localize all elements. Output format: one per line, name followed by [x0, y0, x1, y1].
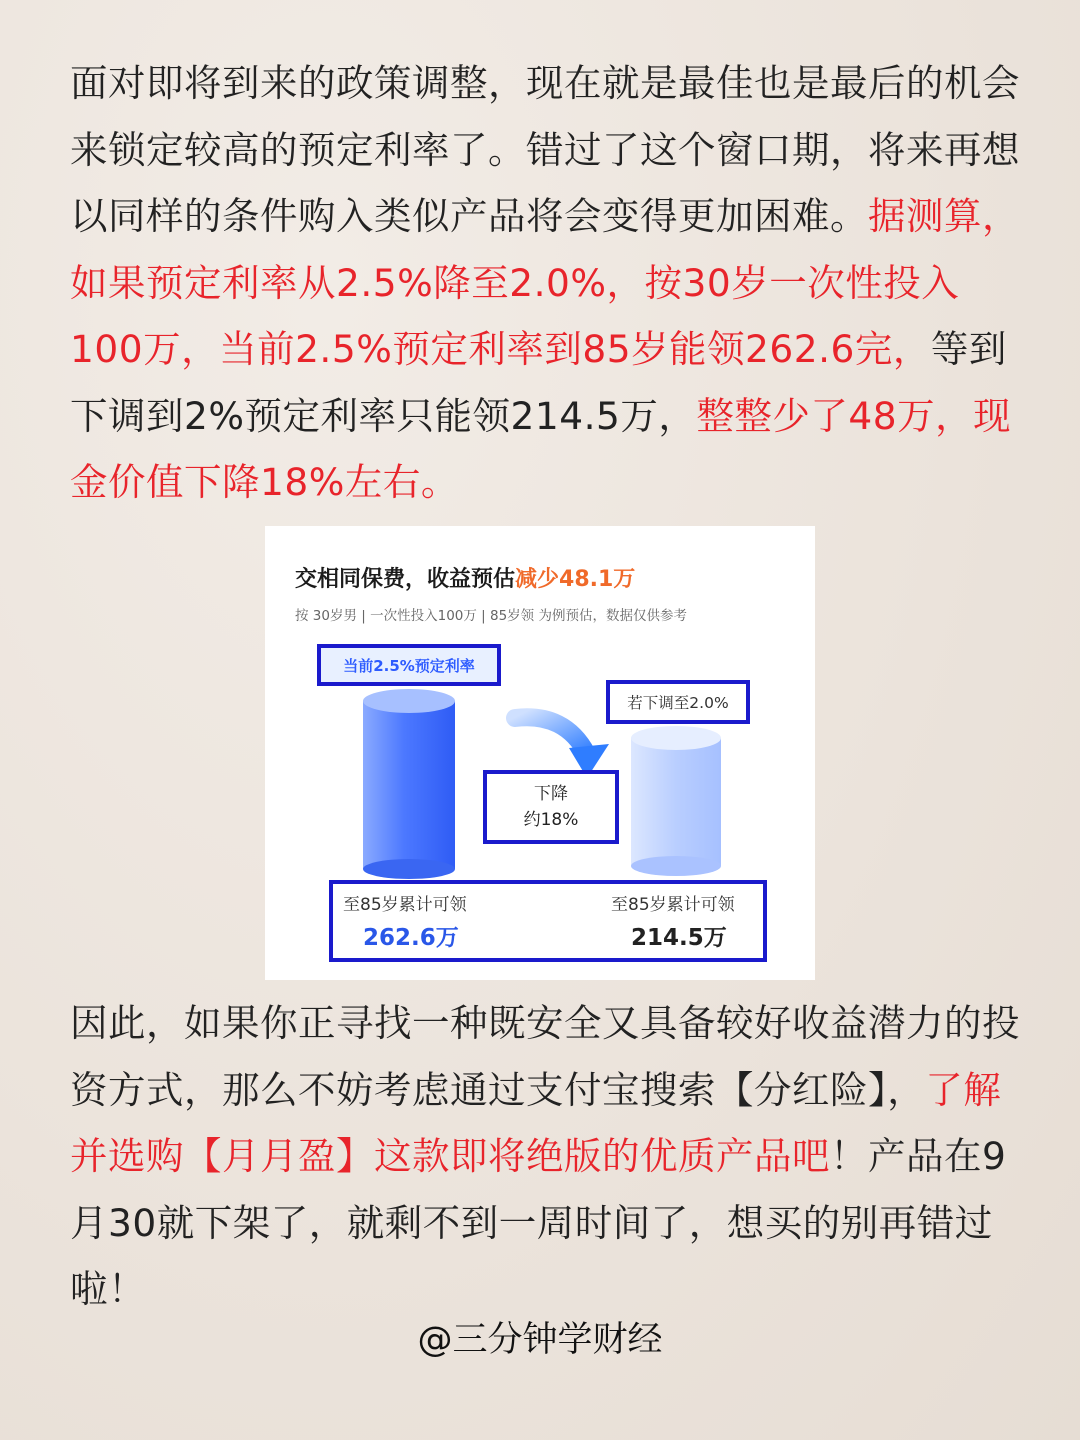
totals-box	[329, 880, 767, 962]
down-arrow-icon	[515, 717, 609, 778]
calculation-highlight: 据测算，如果预定利率从2.5%降至2.0%，按30岁一次性投入100万，当前2.5%预定利率到85岁能领262.6完，	[70, 194, 1020, 371]
adjusted-total	[611, 890, 811, 952]
intro-paragraph	[70, 50, 1030, 516]
card-title	[295, 562, 635, 593]
decline-line-1: 下降	[534, 784, 568, 804]
card-subtitle: 按 30岁男 | 一次性投入100万 | 85岁领 为例预估，数据仅供参考	[295, 608, 687, 624]
current-total-value: 262.6万	[363, 925, 459, 951]
adjusted-rate-label: 若下调至2.0%	[606, 680, 750, 724]
conclusion-text: 因此，如果你正寻找一种既安全又具备较好收益潜力的投资方式，那么不妨考虑通过支付宝搜索【分红险】，	[70, 1001, 1020, 1112]
comparison-card	[265, 526, 815, 980]
adjusted-total-value: 214.5万	[631, 925, 727, 951]
deadline-text: ！产品在9月30就下架了，就剩不到一周时间了，想买的别再错过啦！	[70, 1134, 1007, 1311]
loss-highlight: 整整少了48万，现金价值下降18%左右。	[70, 393, 1012, 504]
adjusted-text: 等到下调到2%预定利率只能领214.5万，	[70, 327, 1007, 438]
adjusted-rate-cylinder	[631, 726, 721, 876]
conclusion-paragraph	[70, 990, 1030, 1323]
intro-text: 面对即将到来的政策调整，现在就是最佳也是最后的机会来锁定较高的预定利率了。错过了这个窗口期，将来再想以同样的条件购入类似产品将会变得更加困难。	[70, 61, 1020, 238]
current-total	[343, 890, 543, 952]
author-handle: @三分钟学财经	[417, 1320, 663, 1360]
decline-line-2: 约18%	[523, 810, 579, 830]
product-highlight: 了解并选购【月月盈】这款即将绝版的优质产品吧	[70, 1067, 1002, 1178]
current-rate-label: 当前2.5%预定利率	[317, 644, 501, 686]
card-title-main: 交相同保费，收益预估	[295, 567, 516, 592]
current-total-caption: 至85岁累计可领	[343, 895, 467, 915]
decline-label	[483, 770, 619, 844]
card-title-accent: 减少48.1万	[515, 567, 636, 592]
adjusted-total-caption: 至85岁累计可领	[611, 895, 735, 915]
current-rate-cylinder	[363, 689, 455, 879]
